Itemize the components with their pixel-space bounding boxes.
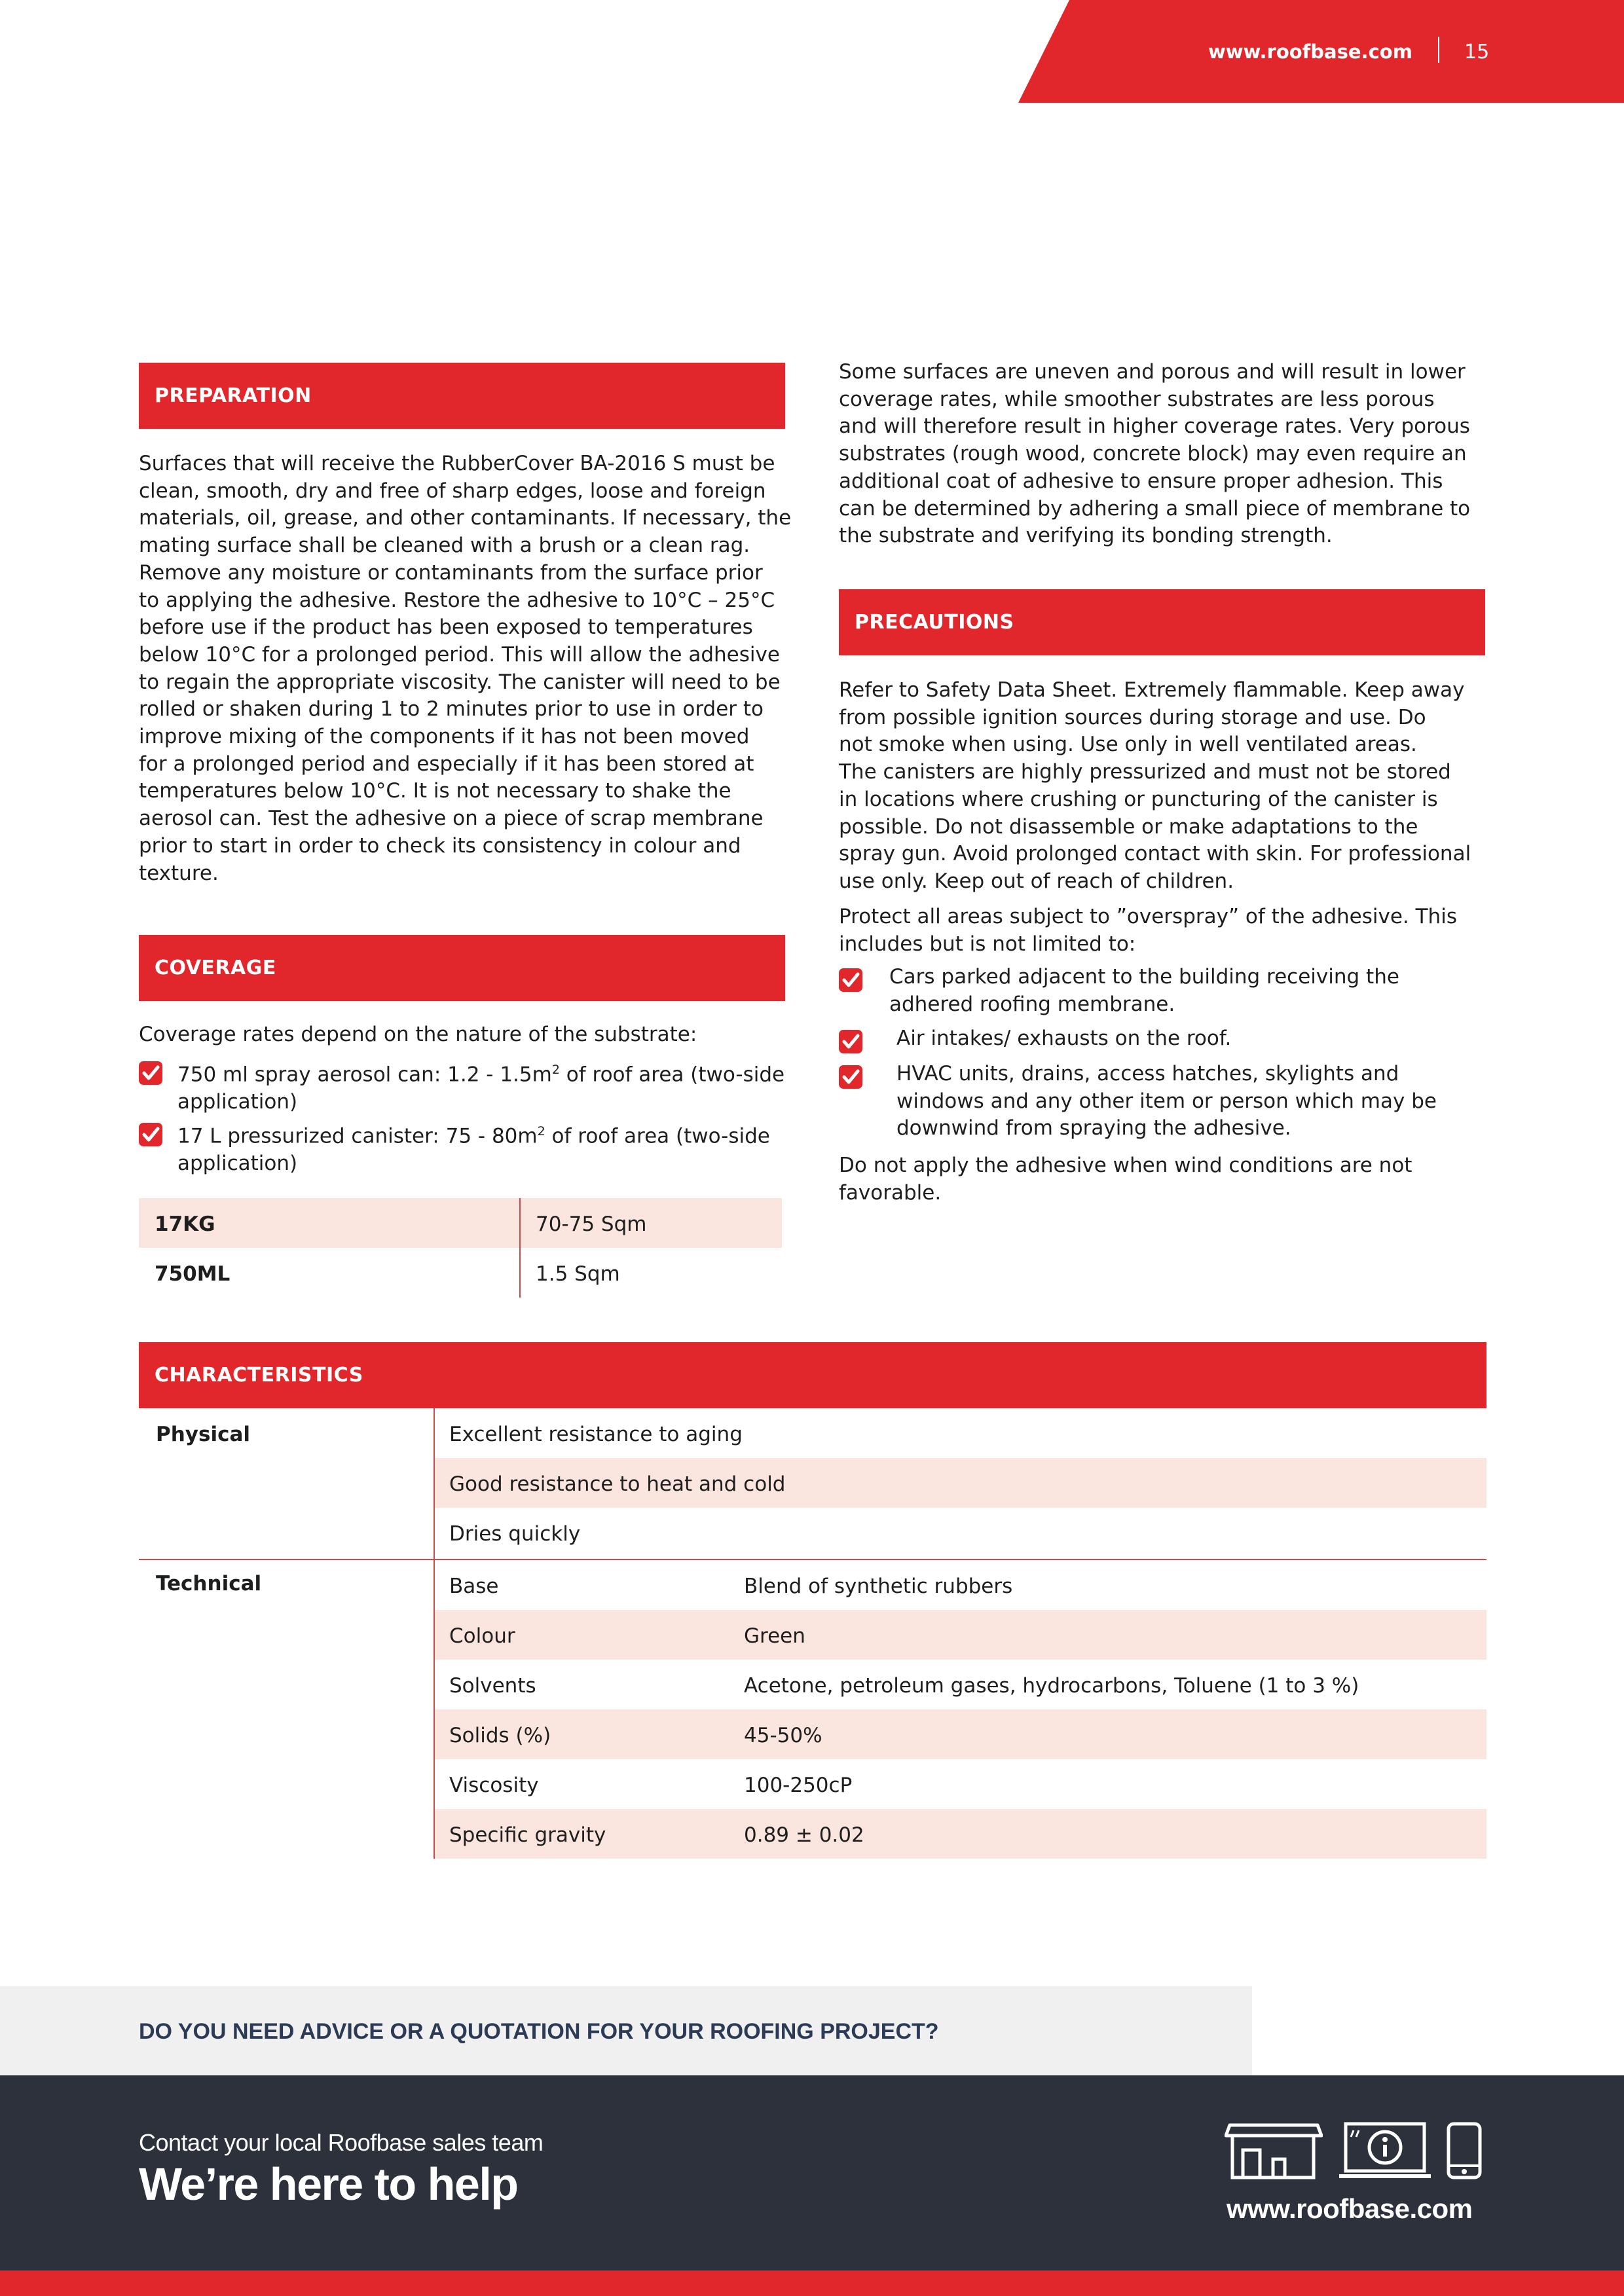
coverage-value: 70-75 Sqm	[536, 1212, 647, 1236]
phone-icon	[1445, 2121, 1484, 2180]
precaution-item-text: adhered roofing membrane.	[889, 992, 1175, 1016]
coverage-item-text: 17 L pressurized canister: 75 - 80m	[177, 1124, 538, 1148]
characteristic-value: Acetone, petroleum gases, hydrocarbons, Toluene (1 to 3 %)	[744, 1674, 1359, 1698]
text-line: not smoke when using. Use only in well ventilated areas.	[839, 733, 1417, 757]
text-line: Protect all areas subject to ”overspray” of the adhesive. This	[839, 905, 1457, 928]
text-line: includes but is not limited to:	[839, 932, 1136, 956]
characteristics-row	[434, 1458, 1486, 1508]
coverage-item-text: of roof area (two-side	[559, 1063, 785, 1087]
characteristic-value: Dries quickly	[449, 1522, 581, 1546]
coverage-key: 750ML	[155, 1262, 231, 1286]
precautions-heading: PRECAUTIONS	[839, 589, 1485, 655]
coverage-value: 1.5 Sqm	[536, 1262, 620, 1286]
text-line: Surfaces that will receive the RubberCover BA-2016 S must be	[139, 452, 775, 475]
text-line: the substrate and verifying its bonding strength.	[839, 524, 1333, 548]
coverage-item-text: application)	[177, 1152, 298, 1176]
technical-label: Technical	[156, 1572, 262, 1595]
coverage-key: 17KG	[155, 1212, 215, 1236]
text-line: The canisters are highly pressurized and must not be stored	[839, 760, 1451, 784]
text-line: to regain the appropriate viscosity. The canister will need to be	[139, 670, 781, 694]
page-number: 15	[1464, 41, 1490, 64]
laptop-info-icon	[1339, 2121, 1431, 2180]
store-icon	[1225, 2121, 1323, 2180]
characteristic-value: 0.89 ± 0.02	[744, 1823, 864, 1847]
characteristics-row	[434, 1660, 1486, 1709]
coverage-item-text: application)	[177, 1090, 298, 1114]
precaution-item	[889, 964, 1399, 1018]
characteristic-key: Viscosity	[449, 1774, 539, 1797]
text-line: clean, smooth, dry and free of sharp edges, loose and foreign	[139, 479, 766, 503]
checkbox-icon	[839, 968, 862, 992]
precaution-item	[896, 1061, 1437, 1142]
text-line: coverage rates, while smoother substrates are less porous	[839, 387, 1435, 411]
text-line: below 10°C for a prolonged period. This will allow the adhesive	[139, 642, 780, 666]
checkbox-icon	[139, 1123, 162, 1146]
coverage-table-divider	[519, 1198, 521, 1298]
characteristics-column-divider	[434, 1408, 435, 1859]
coverage-item	[177, 1057, 784, 1116]
text-line: rolled or shaken during 1 to 2 minutes prior to use in order to	[139, 697, 764, 721]
footer-contact-text: Contact your local Roofbase sales team	[139, 2129, 544, 2156]
characteristic-key: Base	[449, 1575, 499, 1598]
characteristics-row	[434, 1508, 1486, 1558]
text-line: for a prolonged period and especially if it has been stored at	[139, 752, 754, 776]
text-line: materials, oil, grease, and other contaminants. If necessary, the	[139, 506, 792, 530]
precaution-item-text: HVAC units, drains, access hatches, skylights and	[896, 1062, 1399, 1085]
text-line: improve mixing of the components if it has not been moved	[139, 725, 750, 749]
text-line: possible. Do not disassemble or make adaptations to the	[839, 814, 1418, 839]
characteristics-row	[434, 1610, 1486, 1660]
characteristic-key: Colour	[449, 1624, 515, 1648]
characteristic-key: Solvents	[449, 1674, 536, 1698]
characteristics-row	[434, 1560, 1486, 1610]
precaution-item-text: downwind from spraying the adhesive.	[896, 1116, 1291, 1140]
text-line: Refer to Safety Data Sheet. Extremely flammable. Keep away	[839, 678, 1465, 702]
footer-red-strip	[0, 2270, 1624, 2296]
substrate-text	[839, 359, 1470, 550]
header-divider	[1438, 37, 1439, 63]
characteristics-row	[434, 1759, 1486, 1809]
text-line: can be determined by adhering a small piece of membrane to	[839, 496, 1471, 520]
preparation-heading: PREPARATION	[139, 363, 785, 429]
characteristics-row	[434, 1709, 1486, 1759]
characteristic-value: Blend of synthetic rubbers	[744, 1575, 1013, 1598]
text-line: Do not apply the adhesive when wind conditions are not	[839, 1154, 1412, 1177]
characteristic-value: 100-250cP	[744, 1774, 853, 1797]
precautions-text	[839, 677, 1471, 896]
characteristic-value: Excellent resistance to aging	[449, 1423, 743, 1446]
characteristics-row	[434, 1408, 1486, 1458]
text-line: temperatures below 10°C. It is not necessary to shake the	[139, 779, 731, 803]
precaution-item-text: Cars parked adjacent to the building receiving the	[889, 965, 1399, 989]
text-line: in locations where crushing or puncturing of the canister is	[839, 787, 1438, 811]
characteristic-key: Solids (%)	[449, 1724, 551, 1747]
coverage-intro: Coverage rates depend on the nature of the substrate:	[139, 1023, 697, 1046]
text-line: from possible ignition sources during storage and use. Do	[839, 705, 1426, 729]
characteristics-row	[434, 1809, 1486, 1859]
footer-url-link[interactable]: www.roofbase.com	[1227, 2193, 1473, 2224]
coverage-item	[177, 1118, 770, 1178]
checkbox-icon	[839, 1065, 862, 1089]
text-line: to applying the adhesive. Restore the adhesive to 10°C – 25°C	[139, 588, 775, 612]
text-line: aerosol can. Test the adhesive on a piece of scrap membrane	[139, 807, 764, 831]
text-line: Remove any moisture or contaminants from the surface prior	[139, 560, 763, 585]
text-line: favorable.	[839, 1180, 942, 1205]
text-line: substrates (rough wood, concrete block) may even require an	[839, 442, 1467, 466]
preparation-text	[139, 450, 791, 887]
precaution-item-text: Air intakes/ exhausts on the roof.	[896, 1027, 1232, 1050]
characteristic-value: Green	[744, 1624, 805, 1648]
header-url-link[interactable]: www.roofbase.com	[1208, 41, 1412, 63]
checkbox-icon	[839, 1030, 862, 1053]
coverage-table-row	[139, 1198, 782, 1248]
text-line: spray gun. Avoid prolonged contact with skin. For professional	[839, 842, 1471, 866]
physical-label: Physical	[156, 1423, 250, 1446]
text-line: before use if the product has been exposed to temperatures	[139, 615, 753, 640]
text-line: additional coat of adhesive to ensure proper adhesion. This	[839, 469, 1443, 493]
protect-text	[839, 903, 1457, 958]
text-line: Some surfaces are uneven and porous and will result in lower	[839, 360, 1466, 384]
closing-text	[839, 1152, 1412, 1207]
text-line: and will therefore result in higher coverage rates. Very porous	[839, 414, 1470, 439]
characteristic-key: Specific gravity	[449, 1823, 606, 1847]
coverage-table-row	[139, 1248, 782, 1298]
text-line: texture.	[139, 861, 219, 885]
coverage-item-text: of roof area (two-side	[545, 1124, 770, 1148]
checkbox-icon	[139, 1061, 162, 1085]
coverage-item-text: 750 ml spray aerosol can: 1.2 - 1.5m	[177, 1063, 552, 1087]
superscript: 2	[537, 1124, 545, 1139]
characteristics-heading: CHARACTERISTICS	[139, 1342, 1486, 1408]
characteristic-value: 45-50%	[744, 1724, 822, 1747]
text-line: mating surface shall be cleaned with a brush or a clean rag.	[139, 534, 750, 558]
precaution-item	[896, 1025, 1231, 1053]
coverage-heading: COVERAGE	[139, 935, 785, 1001]
footer-headline: We’re here to help	[139, 2159, 518, 2210]
advice-heading: DO YOU NEED ADVICE OR A QUOTATION FOR YOUR ROOFING PROJECT?	[139, 2019, 939, 2044]
precaution-item-text: windows and any other item or person which may be	[896, 1089, 1437, 1113]
characteristic-value: Good resistance to heat and cold	[449, 1472, 786, 1496]
text-line: use only. Keep out of reach of children.	[839, 869, 1234, 893]
superscript: 2	[551, 1063, 560, 1077]
text-line: prior to start in order to check its consistency in colour and	[139, 833, 741, 858]
